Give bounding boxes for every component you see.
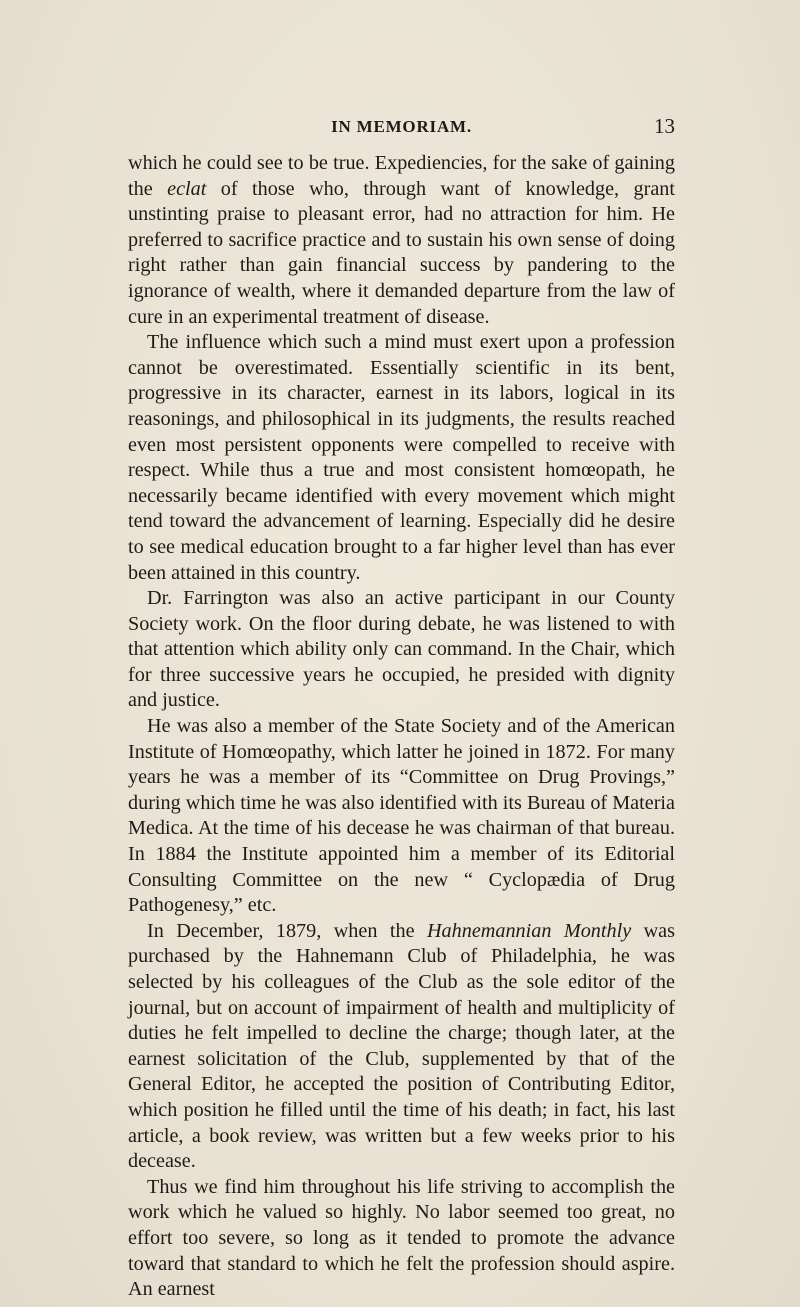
paragraph-4: He was also a member of the State Society and of the American Institute of Homœopathy, which latter he joined in 1872. For many years he was a member of its “Committee on Drug Provings,” during which time he was also identified with its Bureau of Materia Medica. At the time of his decease he was chairman of that bureau. In 1884 the Institute appointed him a member of its Editorial Consulting Committee on the new “ Cyclopædia of Drug Pathogenesy,” etc.: [128, 715, 675, 917]
paragraph-5-text-b: was purchased by the Hahnemann Club of Philadelphia, he was selected by his colleagues of the Club as the sole editor of the journal, but on account of impairment of health and multiplicity of duties he felt impelled to decline the charge; though later, at the earnest solicitation of the Club, supplemented by that of the General Editor, he accepted the position of Contributing Editor, which position he filled until the time of his death; in fact, his last article, a book review, was written but a few weeks prior to his decease.: [128, 919, 675, 1173]
paragraph-1-text-b: of those who, through want of knowledge, grant unstinting praise to pleasant error, had no attraction for him. He preferred to sacrifice practice and to sustain his own sense of doing right rather than gain financial success by pandering to the ignorance of wealth, where it demanded departure from the law of cure in an experimental treatment of disease.: [128, 177, 676, 328]
paragraph-3: Dr. Farrington was also an active participant in our County Society work. On the floor during debate, he was listened to with that attention which ability only can command. In the Chair, which for three successive years he occupied, he presided with dignity and justice.: [128, 587, 675, 712]
paragraph-1-italic-eclat: eclat: [167, 177, 207, 200]
paragraph-5: [128, 919, 675, 1175]
running-title: IN MEMORIAM.: [331, 117, 472, 136]
page-number: 13: [654, 114, 675, 138]
paragraph-6: Thus we find him throughout his life striving to accomplish the work which he valued so highly. No labor seemed too great, no effort too severe, so long as it tended to promote the advance toward that standard to which he felt the profession should aspire. An earnest: [128, 1175, 675, 1301]
paragraph-1-text-a: which he could see to be true. Expediencies, for the sake of gaining the: [128, 152, 675, 200]
paragraph-5-italic-journal-title: Hahnemannian Monthly: [426, 919, 632, 942]
paragraph-1: [128, 151, 675, 330]
body-text: [128, 151, 675, 1303]
running-head: [128, 114, 675, 138]
paragraph-2: The influence which such a mind must exert upon a profession cannot be overestimated. Essentially scientific in its bent, progressive in its character, earnest in its labors, logical in its reasonings, and philosophical in its judgments, the results reached even most persistent opponents were compelled to receive with respect. While thus a true and most consistent homœopath, he necessarily became identified with every movement which might tend toward the advancement of learning. Especially did he desire to see medical education brought to a far higher level than has ever been attained in this country.: [128, 331, 675, 584]
paragraph-5-text-a: In December, 1879, when the: [147, 919, 427, 942]
